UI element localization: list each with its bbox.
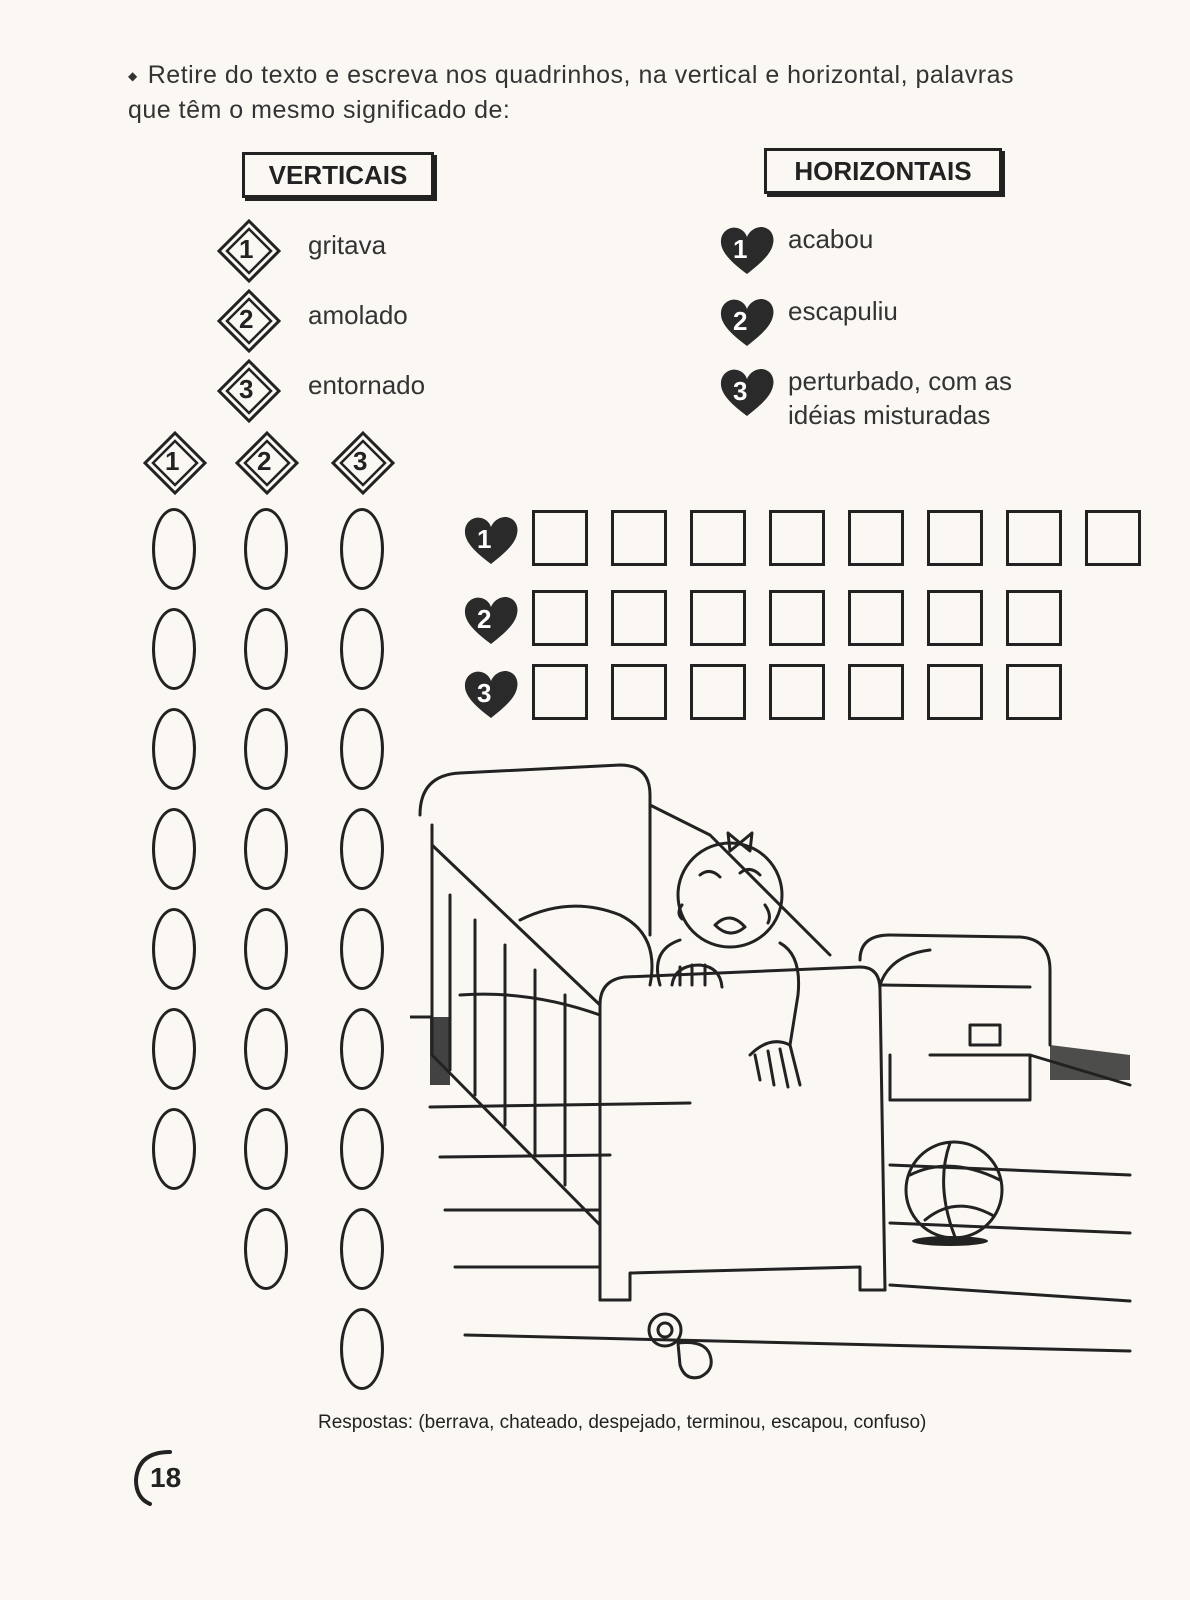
- horizontal-answer-cell[interactable]: [1006, 510, 1062, 566]
- vertical-answer-cell[interactable]: [244, 1208, 288, 1290]
- horizontal-clue-text: acabou: [788, 224, 874, 254]
- vertical-column-number: 1: [165, 446, 180, 476]
- baby-crib-illustration: [410, 755, 1150, 1395]
- horizontal-answer-cell[interactable]: [532, 664, 588, 720]
- vertical-answer-cell[interactable]: [340, 808, 384, 890]
- vertical-answer-cell[interactable]: [152, 608, 196, 690]
- vertical-answer-cell[interactable]: [340, 708, 384, 790]
- horizontal-row-number: 1: [477, 524, 492, 554]
- vertical-clue-number: 2: [239, 304, 254, 334]
- vertical-column-number: 2: [257, 446, 272, 476]
- vertical-clue-text: amolado: [308, 300, 408, 330]
- instruction-line-2: que têm o mesmo significado de:: [128, 96, 511, 125]
- horizontal-clue-number: 2: [733, 306, 748, 336]
- verticais-title: VERTICAIS: [242, 152, 434, 198]
- horizontal-answer-cell[interactable]: [611, 510, 667, 566]
- vertical-column-number: 3: [353, 446, 368, 476]
- vertical-answer-cell[interactable]: [340, 608, 384, 690]
- horizontais-title: HORIZONTAIS: [764, 148, 1002, 194]
- vertical-answer-cell[interactable]: [340, 1108, 384, 1190]
- horizontal-answer-cell[interactable]: [690, 664, 746, 720]
- vertical-answer-cell[interactable]: [152, 508, 196, 590]
- vertical-answer-cell[interactable]: [244, 608, 288, 690]
- vertical-answer-cell[interactable]: [340, 1208, 384, 1290]
- horizontal-answer-cell[interactable]: [690, 510, 746, 566]
- vertical-clue-text: gritava: [308, 230, 387, 260]
- vertical-answer-cell[interactable]: [152, 1108, 196, 1190]
- vertical-answer-cell[interactable]: [340, 908, 384, 990]
- horizontal-answer-cell[interactable]: [769, 664, 825, 720]
- horizontal-answer-cell[interactable]: [769, 510, 825, 566]
- vertical-clue-number: 3: [239, 374, 254, 404]
- bullet-icon: ◆: [128, 69, 138, 84]
- horizontal-answer-cell[interactable]: [848, 510, 904, 566]
- instruction-line-1: Retire do texto e escreva nos quadrinhos, na vertical e horizontal, palavras: [147, 61, 1014, 89]
- horizontal-clue-number: 1: [733, 234, 748, 264]
- horizontal-answer-cell[interactable]: [927, 590, 983, 646]
- vertical-answer-cell[interactable]: [244, 1008, 288, 1090]
- vertical-answer-cell[interactable]: [152, 908, 196, 990]
- horizontal-clue-line-1: perturbado, com as: [788, 366, 1013, 396]
- page-number-badge: [130, 1446, 190, 1506]
- horizontal-answer-cell[interactable]: [848, 590, 904, 646]
- horizontal-answer-cell[interactable]: [769, 590, 825, 646]
- vertical-clue-text: entornado: [308, 370, 426, 400]
- horizontal-clue-line-2: idéias misturadas: [788, 400, 991, 430]
- vertical-answer-cell[interactable]: [244, 908, 288, 990]
- instruction: [128, 58, 1014, 127]
- horizontal-answer-cell[interactable]: [532, 510, 588, 566]
- horizontal-answer-cell[interactable]: [927, 664, 983, 720]
- horizontal-clue-number: 3: [733, 376, 748, 406]
- horizontal-answer-cell[interactable]: [690, 590, 746, 646]
- horizontal-answer-cell[interactable]: [611, 664, 667, 720]
- page-number: 18: [150, 1462, 182, 1493]
- vertical-answer-cell[interactable]: [244, 508, 288, 590]
- horizontal-answer-cell[interactable]: [927, 510, 983, 566]
- horizontal-answer-cell[interactable]: [848, 664, 904, 720]
- vertical-answer-cell[interactable]: [244, 708, 288, 790]
- horizontal-row-number: 2: [477, 604, 492, 634]
- vertical-answer-cell[interactable]: [340, 1308, 384, 1390]
- horizontal-answer-cell[interactable]: [1085, 510, 1141, 566]
- horizontal-answer-cell[interactable]: [532, 590, 588, 646]
- vertical-clue-number: 1: [239, 234, 254, 264]
- vertical-answer-cell[interactable]: [152, 708, 196, 790]
- horizontal-answer-cell[interactable]: [611, 590, 667, 646]
- horizontal-answer-cell[interactable]: [1006, 590, 1062, 646]
- vertical-answer-cell[interactable]: [152, 808, 196, 890]
- vertical-answer-cell[interactable]: [244, 808, 288, 890]
- vertical-answer-cell[interactable]: [244, 1108, 288, 1190]
- horizontal-answer-cell[interactable]: [1006, 664, 1062, 720]
- horizontal-clue-text: escapuliu: [788, 296, 898, 326]
- vertical-answer-cell[interactable]: [152, 1008, 196, 1090]
- horizontal-row-number: 3: [477, 678, 492, 708]
- horizontal-clue-text: [788, 364, 1012, 432]
- answers-text: Respostas: (berrava, chateado, despejado, terminou, escapou, confuso): [318, 1412, 927, 1433]
- vertical-answer-cell[interactable]: [340, 1008, 384, 1090]
- vertical-answer-cell[interactable]: [340, 508, 384, 590]
